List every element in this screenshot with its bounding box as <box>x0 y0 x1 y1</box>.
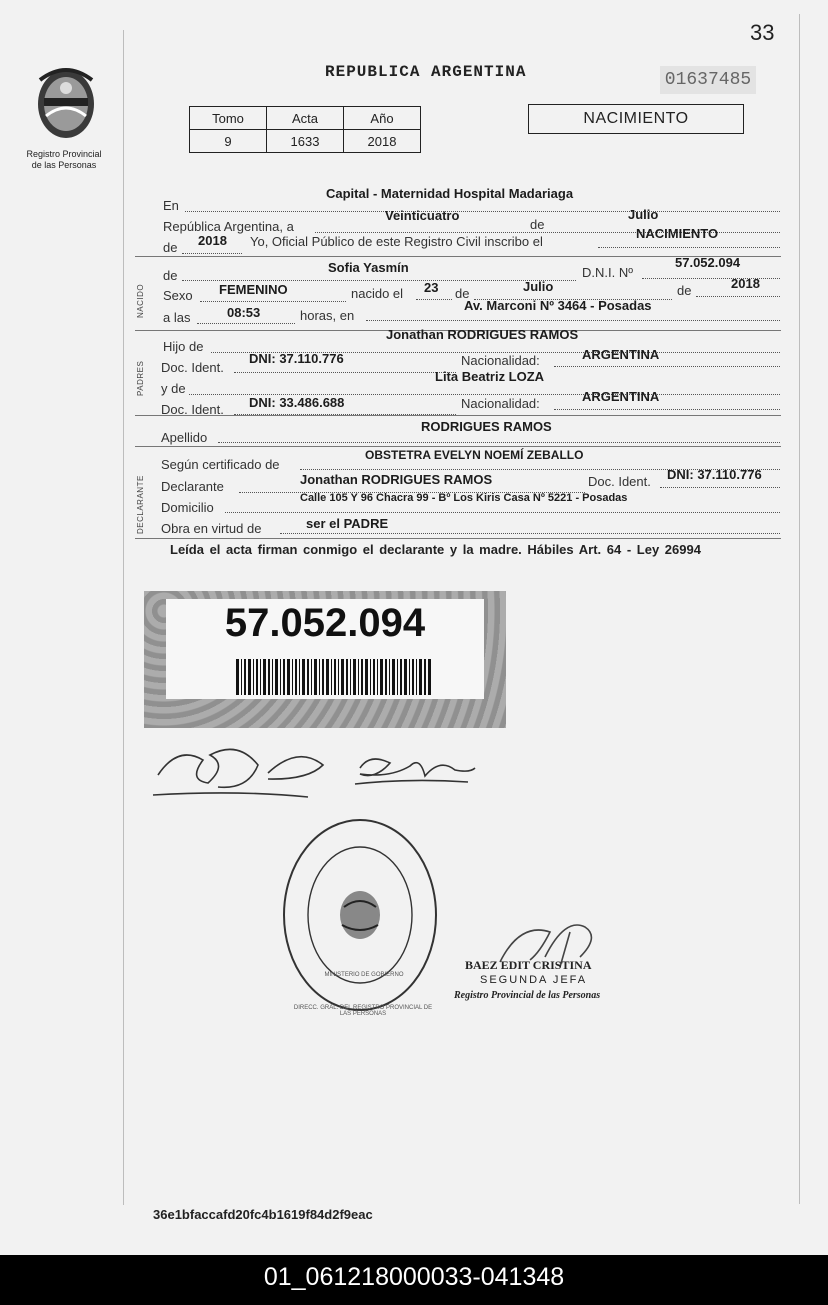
official-office: Registro Provincial de las Personas <box>454 990 601 1001</box>
value-apellido: RODRIGUES RAMOS <box>421 419 552 434</box>
label-y-de: y de <box>161 381 186 396</box>
label-hijo-de: Hijo de <box>163 339 204 354</box>
section-divider-declarante <box>135 446 781 447</box>
page-number: 33 <box>750 20 775 45</box>
label-sexo: Sexo <box>163 288 193 303</box>
value-certificado: OBSTETRA EVELYN NOEMÍ ZEBALLO <box>365 448 584 462</box>
value-nac-mes: Julio <box>523 279 554 294</box>
serial-number: 01637485 <box>660 66 756 94</box>
barcode-icon <box>236 659 432 695</box>
label-nacionalidad-madre: Nacionalidad: <box>461 396 540 411</box>
value-padre-nac: ARGENTINA <box>582 347 660 362</box>
record-table <box>189 106 421 153</box>
value-obra: ser el PADRE <box>306 516 389 531</box>
document-title: REPUBLICA ARGENTINA <box>325 63 527 81</box>
registry-line-2: de las Personas <box>31 160 97 170</box>
value-acta: 1633 <box>267 130 344 153</box>
value-dia-letras: Veinticuatro <box>385 208 460 223</box>
emblem-icon <box>30 60 102 144</box>
label-a-las: a las <box>163 310 191 325</box>
label-de-mes: de <box>530 217 545 232</box>
label-doc-padre: Doc. Ident. <box>161 360 224 375</box>
value-anio: 2018 <box>344 130 421 153</box>
left-margin-rule <box>123 30 124 1205</box>
official-name: BAEZ EDIT CRISTINA <box>465 958 592 972</box>
value-anio: 2018 <box>198 233 227 248</box>
official-role: SEGUNDA JEFA <box>480 974 588 986</box>
label-obra-en-virtud: Obra en virtud de <box>161 521 262 536</box>
record-type-box: NACIMIENTO <box>528 104 744 134</box>
value-nac-anio: 2018 <box>731 276 760 291</box>
value-tomo: 9 <box>190 130 267 153</box>
label-apellido: Apellido <box>161 430 208 445</box>
section-label-declarante: DECLARANTE <box>136 475 145 534</box>
label-segun-certificado: Según certificado de <box>161 457 280 472</box>
signature-madre <box>350 748 480 792</box>
value-hora: 08:53 <box>227 305 261 320</box>
value-declarante: Jonathan RODRIGUES RAMOS <box>300 472 493 487</box>
value-padre: Jonathan RODRIGUES RAMOS <box>386 327 579 342</box>
value-mes: Julio <box>628 207 659 222</box>
value-lugar-nac: Av. Marconi Nº 3464 - Posadas <box>464 298 652 313</box>
value-declarante-doc: DNI: 37.110.776 <box>667 467 762 482</box>
section-label-nacido: NACIDO <box>136 283 145 318</box>
seal-inner-text: MINISTERIO DE GOBIERNO <box>324 972 404 978</box>
header-tomo: Tomo <box>190 107 267 130</box>
right-margin-rule <box>799 14 800 1204</box>
value-nac-dia: 23 <box>424 280 439 295</box>
value-sexo: FEMENINO <box>219 282 288 297</box>
label-en: En <box>163 198 179 213</box>
registry-line-1: Registro Provincial <box>26 149 102 159</box>
signature-declarante <box>148 735 338 807</box>
section-label-padres: PADRES <box>136 360 145 396</box>
value-madre-doc: DNI: 33.486.688 <box>249 395 345 410</box>
value-lugar: Capital - Maternidad Hospital Madariaga <box>326 186 574 201</box>
label-doc-declarante: Doc. Ident. <box>588 474 651 489</box>
label-de-nac-mes: de <box>455 286 470 301</box>
label-nacionalidad-padre: Nacionalidad: <box>461 353 540 368</box>
seal-outer-text: DIRECC. GRAL. DEL REGISTRO PROVINCIAL DE LAS PERSONAS <box>293 1005 433 1017</box>
dni-sticker <box>144 591 506 728</box>
label-de-anio: de <box>163 240 178 255</box>
value-dni: 57.052.094 <box>675 255 741 270</box>
value-padre-doc: DNI: 37.110.776 <box>249 351 344 366</box>
value-tipo: NACIMIENTO <box>636 226 719 241</box>
provincial-emblem <box>30 60 102 144</box>
section-divider-apellido <box>135 415 781 416</box>
document-hash: 36e1bfaccafd20fc4b1619f84d2f9eac <box>153 1207 373 1222</box>
label-dni: D.N.I. Nº <box>582 265 633 280</box>
label-horas-en: horas, en <box>300 308 355 323</box>
official-seal <box>280 815 440 1015</box>
label-yo-oficial: Yo, Oficial Público de este Registro Civil inscribo el <box>250 234 543 249</box>
label-de-nac-anio: de <box>677 283 692 298</box>
value-madre: Lita Beatriz LOZA <box>435 369 545 384</box>
value-nombre: Sofia Yasmín <box>328 260 409 275</box>
header-anio: Año <box>344 107 421 130</box>
label-declarante: Declarante <box>161 479 224 494</box>
label-doc-madre: Doc. Ident. <box>161 402 224 417</box>
closing-text: Leída el acta firman conmigo el declarante y la madre. Hábiles Art. 64 - Ley 26994 <box>170 542 701 557</box>
label-domicilio: Domicilio <box>161 500 214 515</box>
value-domicilio: Calle 105 Y 96 Chacra 99 - Bº Los Kiris Casa Nº 5221 - Posadas <box>300 492 628 504</box>
file-id-bar: 01_061218000033-041348 <box>0 1255 828 1305</box>
value-madre-nac: ARGENTINA <box>582 389 660 404</box>
label-nacido-el: nacido el <box>351 286 404 301</box>
header-acta: Acta <box>267 107 344 130</box>
sticker-number: 57.052.094 <box>224 601 426 645</box>
label-de-nombre: de <box>163 268 178 283</box>
label-republica: República Argentina, a <box>163 219 294 234</box>
